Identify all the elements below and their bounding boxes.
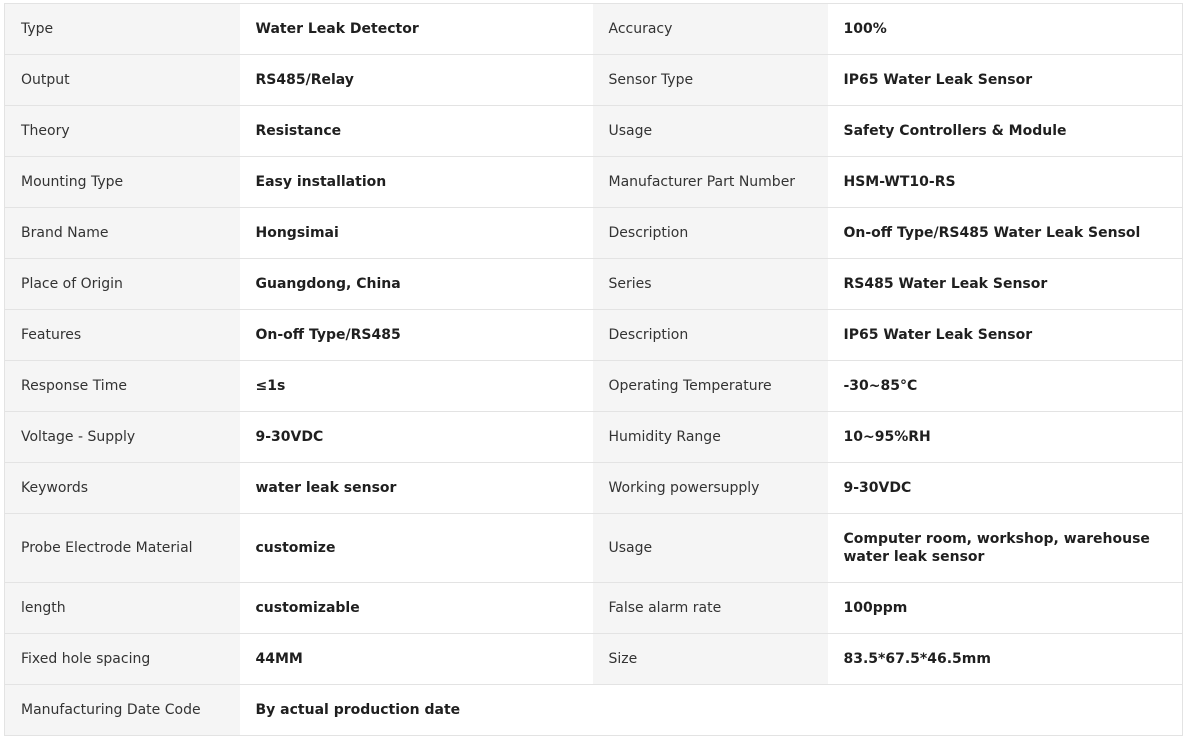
spec-value: ≤1s	[240, 361, 593, 412]
table-row	[5, 208, 1183, 259]
spec-value: Safety Controllers & Module	[828, 106, 1183, 157]
table-row	[5, 55, 1183, 106]
spec-label: Usage	[593, 514, 828, 583]
spec-value: customize	[240, 514, 593, 583]
spec-value: IP65 Water Leak Sensor	[828, 310, 1183, 361]
spec-value: -30~85°C	[828, 361, 1183, 412]
spec-value: 83.5*67.5*46.5mm	[828, 634, 1183, 685]
table-row	[5, 4, 1183, 55]
spec-label: Operating Temperature	[593, 361, 828, 412]
spec-value: By actual production date	[240, 685, 593, 736]
spec-value: 100%	[828, 4, 1183, 55]
spec-value: 9-30VDC	[240, 412, 593, 463]
table-row	[5, 412, 1183, 463]
spec-label: Features	[5, 310, 240, 361]
table-row	[5, 259, 1183, 310]
table-row	[5, 157, 1183, 208]
spec-label: Usage	[593, 106, 828, 157]
spec-value: On-off Type/RS485	[240, 310, 593, 361]
spec-label: Manufacturing Date Code	[5, 685, 240, 736]
spec-value: Resistance	[240, 106, 593, 157]
table-row	[5, 310, 1183, 361]
spec-label: Probe Electrode Material	[5, 514, 240, 583]
spec-value: On-off Type/RS485 Water Leak Sensol	[828, 208, 1183, 259]
specifications-table	[4, 3, 1183, 736]
spec-label: Mounting Type	[5, 157, 240, 208]
table-row	[5, 583, 1183, 634]
spec-value: Water Leak Detector	[240, 4, 593, 55]
spec-value: 10~95%RH	[828, 412, 1183, 463]
empty-cell	[593, 685, 828, 736]
spec-value: HSM-WT10-RS	[828, 157, 1183, 208]
spec-label: Description	[593, 208, 828, 259]
table-row	[5, 685, 1183, 736]
spec-label: Working powersupply	[593, 463, 828, 514]
spec-label: Sensor Type	[593, 55, 828, 106]
spec-label: Humidity Range	[593, 412, 828, 463]
spec-label: Theory	[5, 106, 240, 157]
spec-label: Keywords	[5, 463, 240, 514]
spec-label: Series	[593, 259, 828, 310]
spec-value: RS485 Water Leak Sensor	[828, 259, 1183, 310]
spec-value: 9-30VDC	[828, 463, 1183, 514]
spec-value: 100ppm	[828, 583, 1183, 634]
spec-value: customizable	[240, 583, 593, 634]
spec-label: Voltage - Supply	[5, 412, 240, 463]
spec-value: Hongsimai	[240, 208, 593, 259]
spec-label: Accuracy	[593, 4, 828, 55]
spec-value: Guangdong, China	[240, 259, 593, 310]
spec-value: Computer room, workshop, warehouse water leak sensor	[828, 514, 1183, 583]
spec-value: IP65 Water Leak Sensor	[828, 55, 1183, 106]
spec-label: Type	[5, 4, 240, 55]
spec-label: length	[5, 583, 240, 634]
specifications-table-body	[5, 4, 1183, 736]
spec-value: Easy installation	[240, 157, 593, 208]
spec-label: Place of Origin	[5, 259, 240, 310]
table-row	[5, 361, 1183, 412]
spec-label: Description	[593, 310, 828, 361]
table-row	[5, 106, 1183, 157]
spec-value: RS485/Relay	[240, 55, 593, 106]
spec-label: Size	[593, 634, 828, 685]
empty-cell	[828, 685, 1183, 736]
spec-value: water leak sensor	[240, 463, 593, 514]
table-row	[5, 463, 1183, 514]
table-row	[5, 514, 1183, 583]
spec-label: Response Time	[5, 361, 240, 412]
spec-label: Manufacturer Part Number	[593, 157, 828, 208]
table-row	[5, 634, 1183, 685]
spec-label: Output	[5, 55, 240, 106]
spec-label: Fixed hole spacing	[5, 634, 240, 685]
spec-label: False alarm rate	[593, 583, 828, 634]
spec-value: 44MM	[240, 634, 593, 685]
spec-label: Brand Name	[5, 208, 240, 259]
